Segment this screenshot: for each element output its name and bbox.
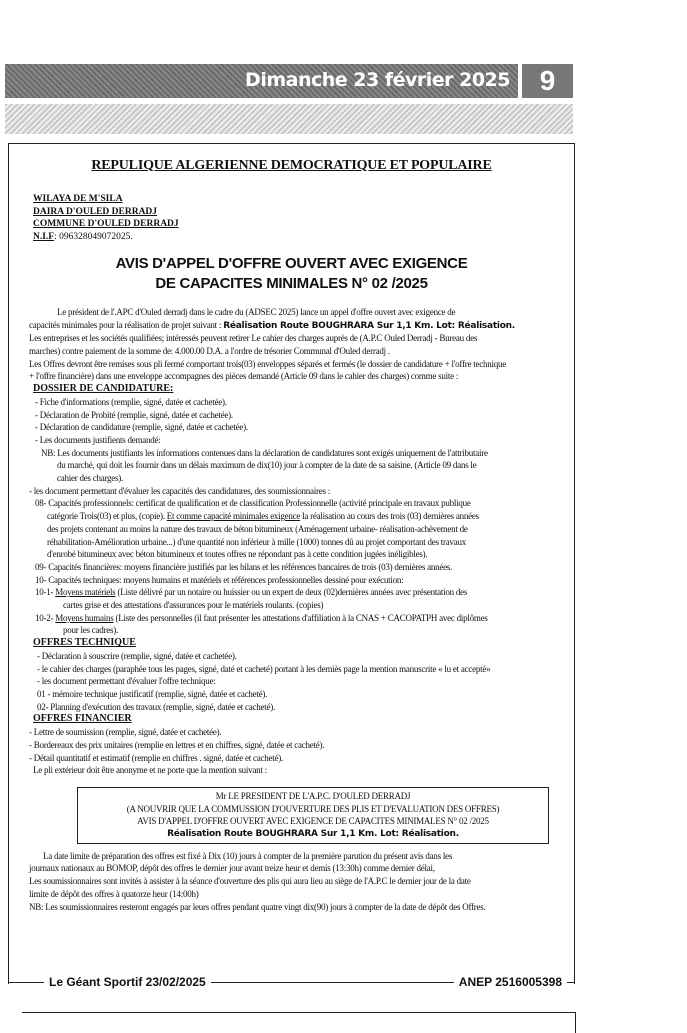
text-line: cahier des charges). <box>57 473 124 484</box>
mention-line: (A NOUVRIR QUE LA COMMUSSION D'OUVERTURE DES PLIS ET D'EVALUATION DES OFFRES) <box>126 803 500 814</box>
list-item: - Déclaration de candidature (remplie, signé, datée et cachetée). <box>35 422 248 433</box>
publication-credit: Le Géant Sportif 23/02/2025 <box>44 975 211 989</box>
text-line: NB: Les soumissionnaires resteront engagés par leurs offres pendant quatre vingt dix(90) jours à compter de la date de dépôt des Offres. <box>29 901 486 912</box>
wilaya: WILAYA DE M'SILA <box>33 193 123 204</box>
list-item: 09- Capacités financières: moyens financière justifiés par les bilans et les références bancaires de trois (03) dernières années. <box>35 561 453 572</box>
text-line: + l'offre financière) dans une enveloppe accompagnes des pièces demandé (Article 09 dans le cahier des charges) comme suite : <box>29 371 459 382</box>
commune: COMMUNE D'OULED DERRADJ <box>33 219 179 230</box>
text-line: pour les cadres). <box>63 625 118 636</box>
list-item: - Déclaration à souscrire (remplie, signé, datée et cachetée). <box>37 650 237 661</box>
mention-line: AVIS D'APPEL D'OFFRE OUVERT AVEC EXIGENCE DE CAPACITES MINIMALES N° 02 /2025 <box>137 816 489 827</box>
page-number: 9 <box>522 64 573 98</box>
mention-line: Mr LE PRESIDENT DE L'A.P.C. D'OULED DERRADJ <box>215 790 411 801</box>
anep-reference: ANEP 2516005398 <box>454 975 567 989</box>
notice-footer <box>8 975 575 987</box>
text-line: Le président de l'.APC d'Ouled derradj dans le cadre du (ADSEC 2025) lance un appel d'offre ouvert avec exigence de <box>29 306 456 317</box>
section-dossier-title: DOSSIER DE CANDIDATURE: <box>33 383 174 395</box>
list-item: 10-1- Moyens matériels (Liste délivré par un notaire ou huissier ou un expert de deux (02)dernières années avec présentation des <box>35 587 468 598</box>
list-item: - Lettre de soumission (remplie, signé, datée et cachetée). <box>29 727 222 738</box>
list-item: - Détail quantitatif et estimatif (remplie en chiffres . signé, datée et cacheté). <box>29 752 283 763</box>
list-item: 01 - mémoire technique justificatif (remplie, signé, datée et cacheté). <box>37 688 268 699</box>
text-line: La date limite de préparation des offres est fixé à Dix (10) jours à compter de la première parution du présent avis dans les <box>29 850 453 861</box>
list-item: - Déclaration de Probité (remplie, signé, datée et cachetée). <box>35 409 233 420</box>
list-item: - Bordereaux des prix unitaires (remplie en lettres et en chiffres, signé, datée et cacheté). <box>29 739 325 750</box>
mention-line: Réalisation Route BOUGHRARA Sur 1,1 Km. Lot: Réalisation. <box>167 829 459 840</box>
list-item: 02- Planning d'exécution des travaux (remplie, signé, datée et cacheté). <box>37 701 276 712</box>
list-item: - Les documents justifients demandé: <box>35 434 161 445</box>
text-line: Les entreprises et les sociétés qualifiées; intéressés peuvent retirer Le cahier des charges auprès de (A.P.C Ouled Derradj - Bureau des <box>29 333 478 344</box>
decorative-band <box>5 104 573 134</box>
list-item: - les document permettant d'évaluer les capacités des candidatures, des soumissionnaires : <box>29 485 331 496</box>
list-item: - Fiche d'informations (remplie, signé, datée et cachetée). <box>35 396 227 407</box>
text-line: du marché, qui doit les fournir dans un délais maximum de dix(10) jour à compter de la date de sa saisine. (Article 09 dans le <box>57 460 477 471</box>
list-item: - les document permettant d'évaluer l'offre technique: <box>37 676 216 687</box>
text-line: cartes grise et des attestations d'assurances pour le matériels roulants. (copies) <box>63 600 324 611</box>
envelope-mention-box <box>77 787 549 844</box>
text-line: des projets contenant au moins la nature des travaux de béton bitumineux (Aménagement urbaine- réalisation-achèvement de <box>47 523 468 534</box>
text-line: capacités minimales pour la réalisation de projet suivant : Réalisation Route BOUGHRARA Sur 1,1 Km. Lot: Réalisation. <box>29 319 515 331</box>
section-technical-title: OFFRES TECHNIQUE <box>33 637 136 649</box>
text-line: marches) contre paiement de la somme de: 4.000.00 D.A. a l'ordre de trésorier Communal d'Ouled derradj . <box>29 346 390 356</box>
text-line: d'enrobé bitumineux avec béton bitumineux et toutes offres ne répondant pas à cette condition jugées inéligibles). <box>47 549 428 560</box>
next-notice-border <box>22 1012 576 1033</box>
nif: N.I.F: 096328049072025. <box>33 232 133 243</box>
administration-block <box>33 193 574 244</box>
list-item: 10-2- Moyens humains (Liste des personnelles (il faut présenter les attestations d'affiliation à la CNAS + CACOPATPH avec diplômes <box>35 612 488 623</box>
notice-body <box>29 306 574 913</box>
text-line: Les soumissionnaires sont invités à assister à la séance d'ouverture des plis qui aura lieu au siège de l'A.P.C le dernier jour de la date <box>29 876 471 887</box>
section-financial-title: OFFRES FINANCIER <box>33 713 132 725</box>
republic-heading: REPULIQUE ALGERIENNE DEMOCRATIQUE ET POPULAIRE <box>91 158 492 173</box>
text-line: journaux nationaux au BOMOP, dépôt des offres le dernier jour avant treize heur et demis (13:30h) comme dernier délai, <box>29 863 435 874</box>
daira: DAIRA D'OULED DERRADJ <box>33 206 158 217</box>
text-line: Le pli extérieur doit être anonyme et ne porte que la mention suivant : <box>33 765 267 776</box>
list-item: 08- Capacités professionnels: certificat de qualification et de classification Professionnelle (activité principale en travaux publique <box>35 498 471 509</box>
list-item: - le cahier des charges (paraphée tous les pages, signé, daté et cacheté) portant à les derniès page la mention manuscrite « lu et accepté» <box>37 663 491 674</box>
header-bar <box>5 64 518 98</box>
text-line: catégorie Trois(03) et plus, (copie). Et comme capacité minimales exigence la réalisation au cours des trois (03) dernières années <box>47 511 479 522</box>
list-item: 10- Capacités techniques: moyens humains et matériels et références professionnelles dessiné pour exécution: <box>35 574 404 585</box>
text-line: limite de dépôt des offres à quatorze heur (14:00h) <box>29 888 199 899</box>
text-line: Les Offres devront être remises sous pli fermé comportant trois(03) enveloppes séparés et fermés (le dossier de candidature + l'offre technique <box>29 358 506 369</box>
issue-date: Dimanche 23 février 2025 <box>245 69 510 91</box>
text-line: réhabilitation-Amélioration urbaine...) d'une quantité non inférieur à mille (1000) tonnes dû au projet comportant des travaux <box>47 536 466 547</box>
tender-notice <box>8 143 575 984</box>
text-line: NB: Les documents justifiants les informations contenues dans la déclaration de candidatures sont exigés uniquement de l'attributaire <box>41 447 488 458</box>
notice-title: AVIS D'APPEL D'OFFRE OUVERT AVEC EXIGENCE DE CAPACITES MINIMALES N° 02 /2025 <box>115 254 468 292</box>
